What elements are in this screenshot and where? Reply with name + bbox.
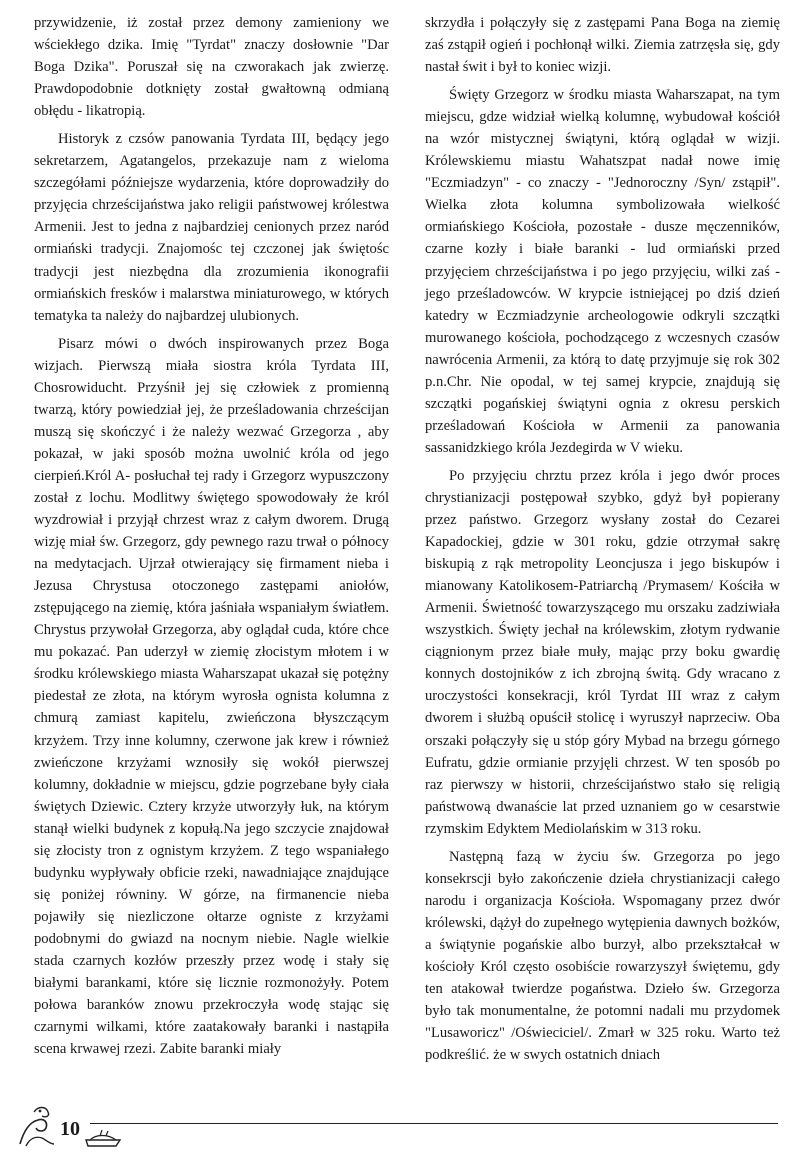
paragraph: przywidzenie, iż został przez demony zamieniony we wściekłego dzika. Imię "Tyrdat" znaczy dosłownie "Dar Boga Dzika". Poruszał się na czworakach jak zwierzę. Prawdopodobnie dotknięty został gwałtowną odmianą obłędu - likatropią.	[34, 15, 389, 120]
paragraph: Następną fazą w życiu św. Grzegorza po jego konsekrscji było zakończenie dzieła chrystianizacji całego narodu i organizacja Kościoła. Wspomagany przez dwór królewski, dążył do zupełnego wytępienia dawnych bożków, a świątynie pogańskie albo burzył, albo przekształcał w kościoły Król często osobiście rowarzyszył świętemu, gdy ten atakował twierdze pogaństwa. Dzieło św. Grzegorza było tak monumentalne, że potomni nadali mu przydomek "Lusaworicz" /Oświeciciel/. Zmarł w 325 roku. Warto też podkreślić. że w swych ostatnich dniach	[425, 848, 780, 1064]
paragraph: Po przyjęciu chrztu przez króla i jego dwór proces chrystianizacji postępował szybko, gdyż był popierany przez państwo. Grzegorz wysłany został do Cezarei Kapadockiej, gdzie w 301 roku, gdzie otrzymał sakrę biskupią z rąk metropolity Leoncjusza i jego biskupów i mianowany Katolikosem-Patriarchą /Prymasem/ Kościła w Armenii. Świetność towarzyszącego mu orszaku zadziwiała wszystkich. Święty jechał na królewskim, złotym rydwanie ciągnionym przez białe muły, mając przy boku gwardię konnych dostojników z ich zbrojną świtą. Gdy wracano z uroczystości konsekracji, król Tyrdat III wraz z całym dworem i służbą opuścił stolicę i wyruszył naprzeciw. Oba orszaki połączyły się u stóp góry Mybad na brzegu górnego Eufratu, gdzie ormianie przyjęli chrzest. W ten sposób po raz pierwszy w historii, chrześcijaństwo stało się religią państwową dwanaście lat przed uznaniem go w cesarstwie rzymskim Edyktem Mediolańskim w 313 roku.	[425, 467, 780, 837]
paragraph: skrzydła i połączyły się z zastępami Pana Boga na ziemię zaś zstąpił ogień i pochłonął wilki. Ziemia zatrzęsła się, gdy nastał świt i był to koniec wizji.	[425, 15, 780, 76]
left-column	[34, 12, 389, 1066]
paragraph: Pisarz mówi o dwóch inspirowanych przez Boga wizjach. Pierwszą miała siostra króla Tyrdata III, Chosrowiducht. Przyśnił jej się człowiek z promienną twarzą, który powiedział jej, że prześladowania chrześcijan muszą się skończyć i że należy wezwać Grzegorza , aby pokazał, w jaki sposób można uwolnić króla od jego cierpień.Król A- posłuchał tej rady i Grzegorz wypuszczony został z lochu. Modlitwy świętego spowodowały że król wyzdrowiał i przyjął chrzest wraz z całym dworem. Drugą wizję miał św. Grzegorz, gdy pewnego razu trwał o północy na medytacjach. Ujrzał otwierający się firmament nieba i Jezusa Chrystusa otoczonego zastępami aniołów, zstępującego na ziemię, która jaśniała wspaniałym światłem. Chrystus przywołał Grzegorza, aby oglądał cuda, które chce mu pokazać. Pan uderzył w ziemię złocistym młotem i w środku królewskiego miasta Waharszapat ukazał się potężny piedestał ze złota, na którym wyrosła ognista kolumna z chmurą zamiast kapitelu, zwieńczona błyszczącym krzyżem. Trzy inne kolumny, czerwone jak krew i również zwieńczone krzyżami wznosiły się wokół pierwszej kolumny, dokładnie w miejscu, gdzie pogrzebane były ciała świętych Dziewic. Cztery krzyże utworzyły łuk, na którym stanął wielki budynek z kopułą.Na jego szczycie znajdował się złocisty tron z ognistym krzyżem. Z tego wspaniałego budynku wypływały obficie rzeki, nawadniające znajdujące się poniżej równiny. W górze, na firmanencie nieba pojawiły się niezliczone ołtarze ogniste z krzyżami podobnymi do gwiazd na nocnym niebie. Nagle wielkie stada czarnych kozłów przeszły przez wodę i stały się białymi barankami, które się licznie rozmonożyły. Potem połowa baranków znowu przekroczyła wodę stając się czarnymi wilkami, które zaatakowały baranki i nastąpiła scena krwawej rzezi. Zabite baranki miały	[34, 335, 389, 1058]
page-number: 10	[60, 1118, 80, 1140]
right-column	[425, 12, 780, 1072]
paragraph: Historyk z czsów panowania Tyrdata III, będący jego sekretarzem, Agatangelos, przekazuje nam z wieloma szczegółami późniejsze wydarzenia, które doprowadziły do przyjęcia chrześcijaństwa jako religii państwowej królestwa Armenii. Jest to jedna z najbardziej cenionych przez naród ormiański tradycji. Znajomośc tej czczonej jak świętośc tradycji jest niezbędna dla zrozumienia ikonografii ormiańskich fresków i malarstwa miniaturowego, w których tematyka ta należy do najbardzej ulubionych.	[34, 131, 389, 324]
paragraph: Święty Grzegorz w środku miasta Waharszapat, na tym miejscu, gdze widział wielką kolumnę, wybudował kościół na wzór mistycznej świątyni, którą oglądał w wizji. Królewskiemu miastu Wahatszpat nadał nowe imię "Eczmiadzyn" - co znaczy - "Jednoroczny /Syn/ zstąpił". Wielka złota kolumna symbolizowała wielkość ormiańskiego Kościoła, pozostałe - dusze męczenników, czarne kozły i białe baranki - lud ormiański przed przyjęciem chrześcijaństwa i po jego przyjęciu, wilki zaś - jego prześladowców. W krypcie istniejącej po dziś dzień katedry w Eczmiadzynie archeologowie odkryli szczątki murowanego kościoła, pochodzącego z wczesnych czasów nawrócenia Armenii, za którą to datę przyjmuje się rok 302 p.n.Chr. Nie opodal, w tej samej krypcie, znajdują się szczątki pogańskiej świątyni ognia z okresu perskich prześladowań Kościoła w Armenii za panowania sassanidzkiego króla Jezdegirda w V wieku.	[425, 87, 780, 456]
footer-rule	[90, 1123, 778, 1124]
